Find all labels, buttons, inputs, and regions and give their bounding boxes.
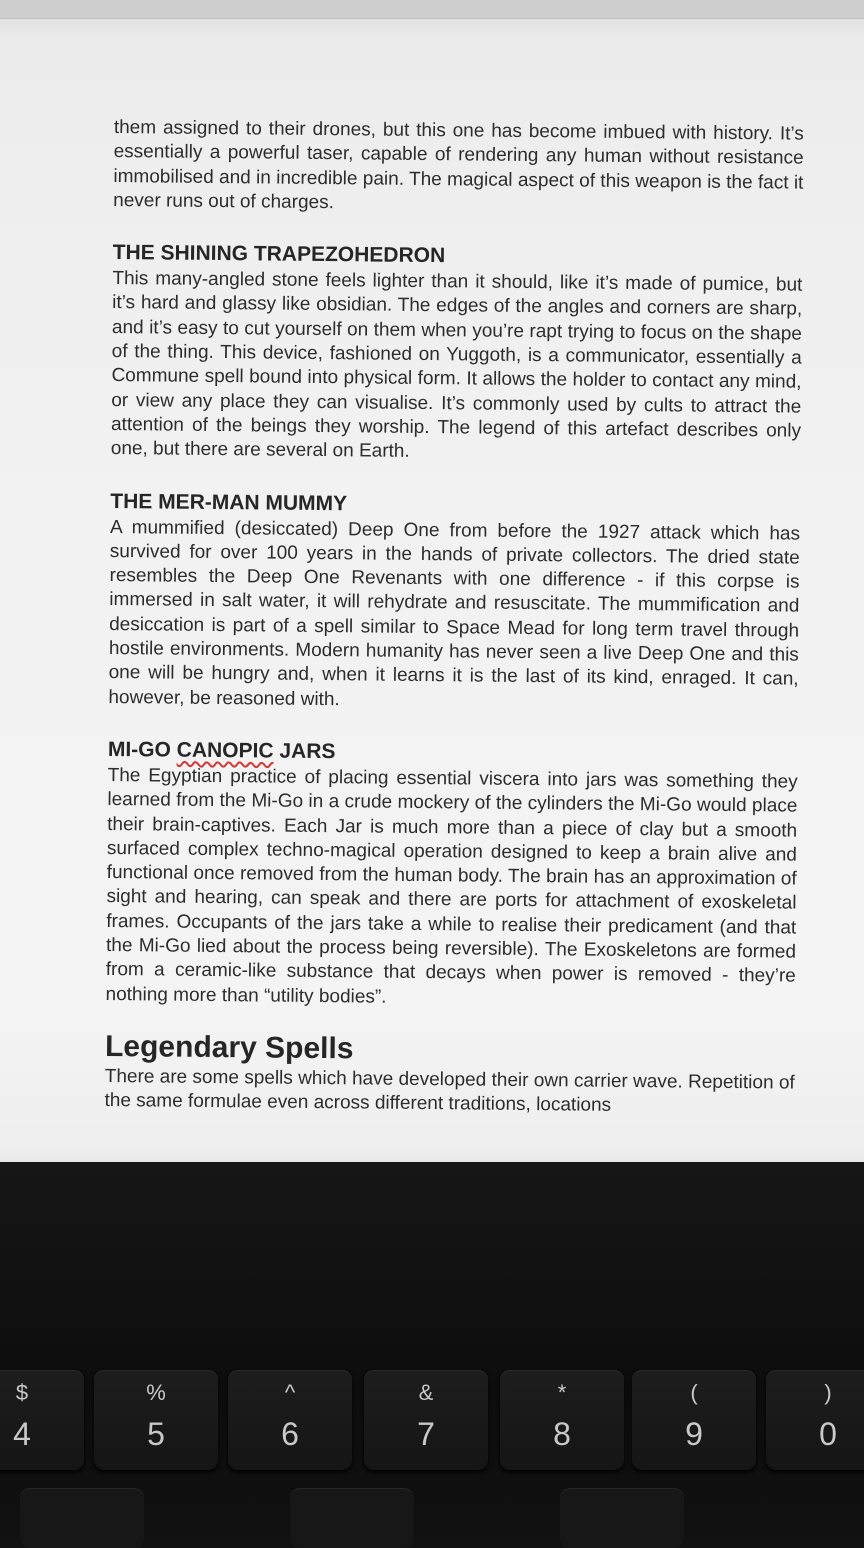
spellcheck-flagged-word[interactable]: CANOPIC [176, 738, 274, 763]
key-9[interactable] [632, 1370, 756, 1470]
key-0[interactable] [766, 1370, 864, 1470]
key-number: 0 [819, 1416, 837, 1452]
section-body: A mummified (desiccated) Deep One from before the 1927 attack which has survived for over 100 years in the hands of private collectors. The dried state resembles the Deep One Revenants with one difference - if this corpse is immersed in salt water, it will rehydrate and resuscitate. The mummification and desiccation is part of a spell similar to Space Mead for long term travel through hostile environments. Modern humanity has never seen a live Deep One and this one will be hungry and, when it learns it is the last of its kind, enraged. It can, however, be reasoned with. [108, 516, 801, 710]
key-6[interactable] [228, 1370, 352, 1470]
key-number: 9 [685, 1416, 703, 1452]
keyboard-lower-key[interactable] [290, 1488, 414, 1548]
key-symbol: & [418, 1380, 434, 1405]
keyboard-lower-key[interactable] [560, 1488, 684, 1548]
section-heading: THE SHINING TRAPEZOHEDRON [112, 241, 446, 268]
key-symbol: ( [690, 1380, 698, 1405]
document-page [104, 116, 804, 1120]
key-5[interactable] [94, 1370, 218, 1470]
screen-edge [0, 1146, 864, 1162]
key-number: 7 [417, 1416, 435, 1452]
chapter-body: There are some spells which have developed their own carrier wave. Repetition of the same formulae even across different traditions, locations [104, 1065, 795, 1117]
section-body: The Egyptian practice of placing essential viscera into jars was something they learned from the Mi-Go in a crude mockery of the cylinders the Mi-Go would place their brain-captives. Each Jar is much more than a piece of clay but a smooth surfaced complex techno-magical operation designed to keep a brain alive and functional once removed from the human body. The brain has an approximation of sight and hearing, can speak and there are ports for attachment of exoskeletal frames. Occupants of the jars take a while to realise their predicament (and that the Mi-Go lied about the process being reversible). The Exoskeletons are formed from a ceramic-like substance that decays when power is removed - they’re nothing more than “utility bodies”. [105, 764, 798, 1008]
heading-part: JARS [273, 739, 336, 764]
section-mer-man-mummy [108, 488, 800, 717]
chapter-heading: Legendary Spells [104, 1029, 354, 1066]
key-number: 4 [13, 1416, 31, 1452]
key-symbol: % [146, 1380, 166, 1405]
heading-part: MI-GO [107, 737, 177, 762]
section-heading: THE MER-MAN MUMMY [110, 489, 348, 515]
key-symbol: * [557, 1380, 567, 1405]
key-symbol: $ [15, 1380, 29, 1405]
key-number: 8 [553, 1416, 571, 1452]
section-body: This many-angled stone feels lighter than it should, like it’s made of pumice, but it’s hard and glassy like obsidian. The edges of the angles and corners are sharp, and it’s easy to cut yourself on them when you’re rapt trying to focus on the shape of the thing. This device, fashioned on Yuggoth, is a communicator, essentially a Commune spell bound into physical form. It allows the holder to contact any mind, or view any place they can visualise. It’s commonly used by cults to attract the attention of the beings they worship. The legend of this artefact describes only one, but there are several on Earth. [110, 268, 803, 463]
intro-paragraph: them assigned to their drones, but this one has become imbued with history. It’s essentially a powerful taser, capable of rendering any human without resistance immobilised and in incredible pain. The magical aspect of this weapon is the fact it never runs out of charges. [113, 116, 804, 214]
keyboard-number-row [0, 1370, 864, 1480]
key-number: 6 [281, 1416, 299, 1452]
keyboard-lower-key[interactable] [20, 1488, 144, 1548]
section-mi-go-canopic-jars [105, 736, 798, 1014]
chapter-legendary-spells [104, 1029, 795, 1120]
key-symbol: ^ [284, 1380, 296, 1405]
key-7[interactable] [364, 1370, 488, 1470]
section-shining-trapezohedron [111, 239, 803, 468]
key-number: 5 [147, 1416, 165, 1452]
key-4[interactable] [0, 1370, 84, 1470]
key-symbol: ) [824, 1380, 832, 1405]
key-8[interactable] [500, 1370, 624, 1470]
